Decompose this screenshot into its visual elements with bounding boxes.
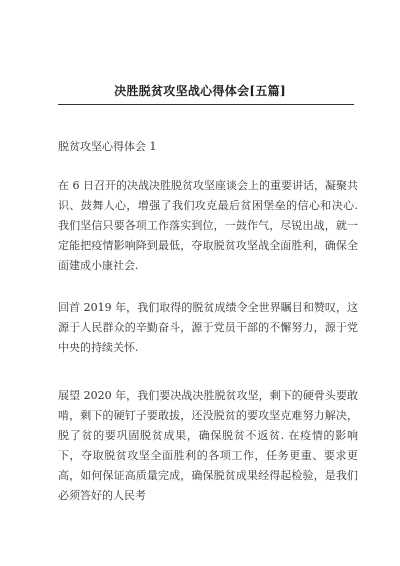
paragraph-3: 展望 2020 年，我们要决战决胜脱贫攻坚，剩下的硬骨头要敢啃，剩下的硬钉子要敢拔，还没脱贫的要攻坚克难努力解决，脱了贫的要巩固脱贫成果，确保脱贫不返贫. 在疫情的影响下，夺取脱贫攻坚全面胜利的各项工作，任务更重、要求更高，如何保证高质量完成，确保脱贫成果经得起检验，是我们必须答好的人民考 [58, 389, 358, 502]
title-divider [58, 104, 354, 105]
paragraph-1: 在 6 日召开的决战决胜脱贫攻坚座谈会上的重要讲话，凝聚共识、鼓舞人心，增强了我们攻克最后贫困堡垒的信心和决心. 我们坚信只要各项工作落实到位，一鼓作气，尽锐出战，就一定能把疫情影响降到最低，夺取脱贫攻坚战全面胜利，确保全面建成小康社会. [58, 179, 358, 272]
document-title: 决胜脱贫攻坚战心得体会[五篇] [114, 84, 286, 98]
paragraph-2: 回首 2019 年，我们取得的脱贫成绩令全世界瞩目和赞叹，这源于人民群众的辛勤奋斗，源于党员干部的不懈努力，源于党中央的持续关怀. [58, 301, 358, 354]
section-subtitle: 脱贫攻坚心得体会 1 [58, 140, 157, 153]
